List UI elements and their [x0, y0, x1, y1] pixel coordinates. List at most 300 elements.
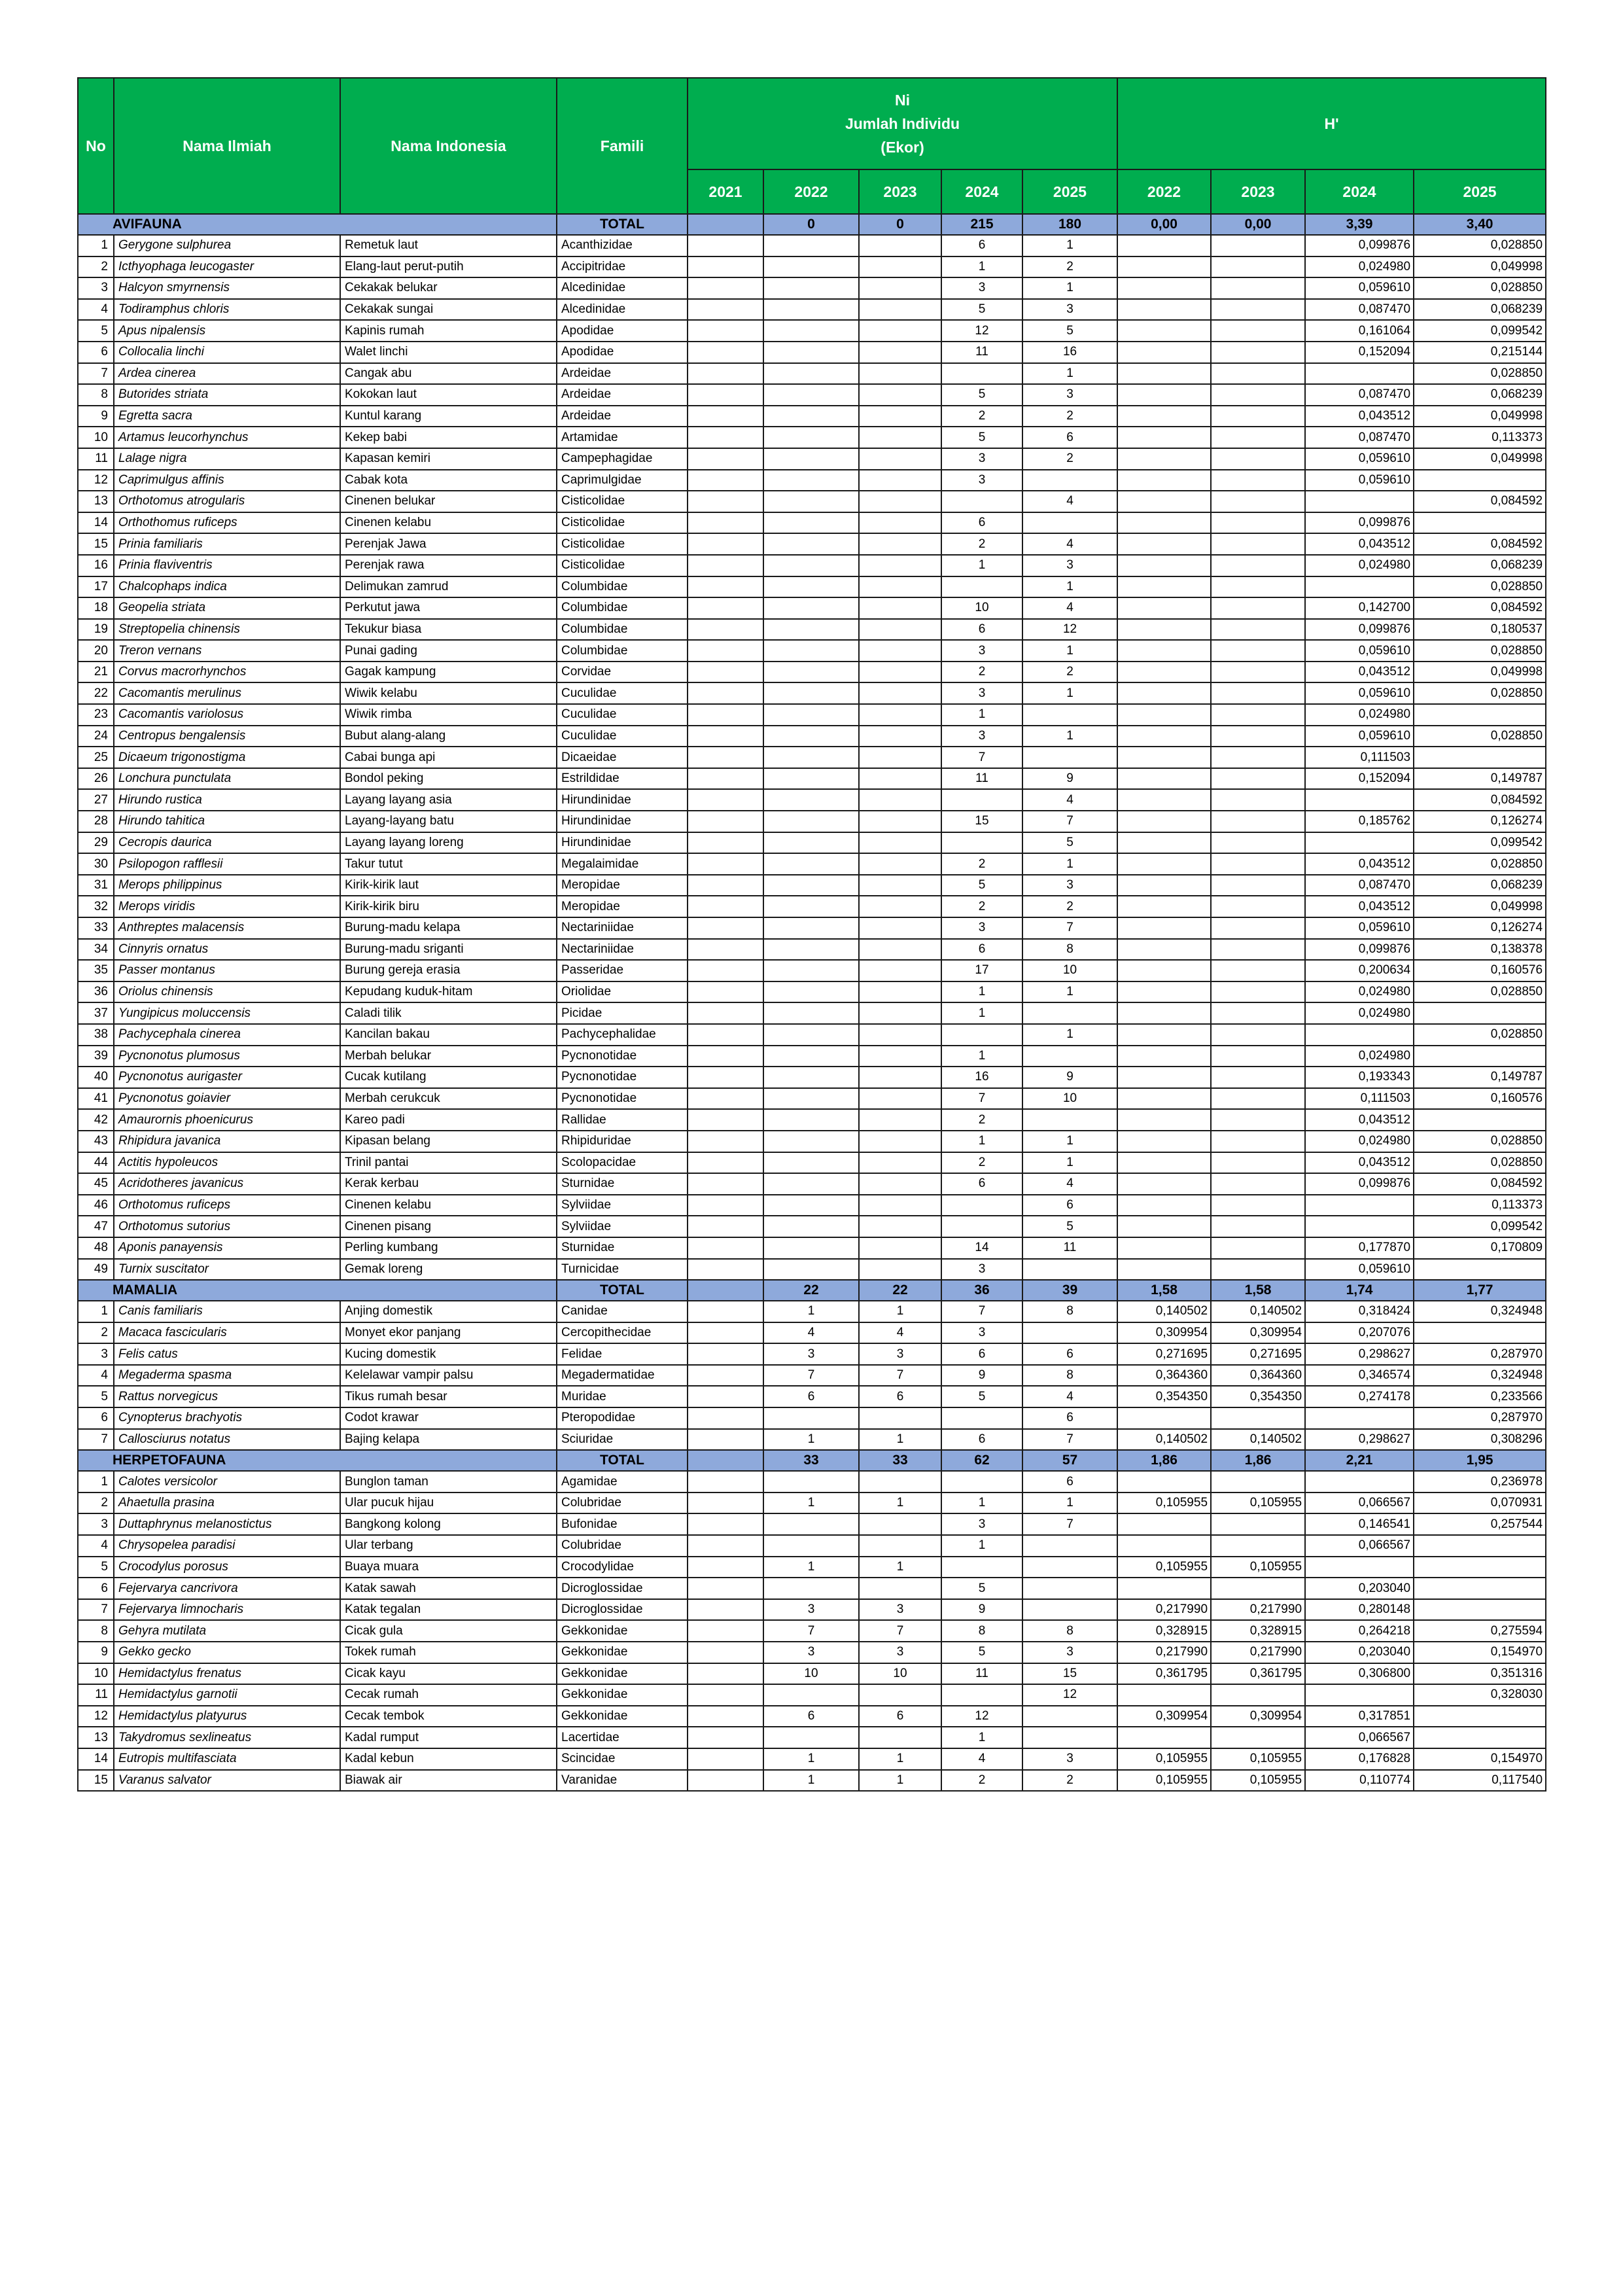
table-row — [78, 875, 1546, 896]
h-index: 0,346574 — [1305, 1365, 1414, 1386]
h-index — [1211, 896, 1305, 917]
indonesian-name: Wiwik rimba — [340, 704, 557, 726]
section-ni-total — [688, 214, 763, 235]
h-index — [1211, 1109, 1305, 1131]
ni-count — [1022, 1535, 1117, 1557]
table-row — [78, 1663, 1546, 1685]
ni-count — [688, 533, 763, 555]
row-number: 1 — [78, 235, 114, 256]
section-ni-total: 57 — [1022, 1450, 1117, 1471]
ni-count — [688, 1535, 763, 1557]
ni-count — [688, 1067, 763, 1088]
h-index — [1117, 1024, 1211, 1046]
h-index — [1414, 1557, 1546, 1578]
table-row — [78, 853, 1546, 875]
h-index — [1211, 960, 1305, 981]
scientific-name: Callosciurus notatus — [114, 1429, 340, 1451]
h-index: 0,364360 — [1117, 1365, 1211, 1386]
ni-count: 1 — [859, 1748, 941, 1770]
indonesian-name: Bunglon taman — [340, 1471, 557, 1492]
h-index: 0,059610 — [1305, 470, 1414, 491]
h-index: 0,364360 — [1211, 1365, 1305, 1386]
ni-count: 15 — [941, 811, 1022, 832]
family-name: Lacertidae — [557, 1727, 688, 1748]
family-name: Alcedinidae — [557, 299, 688, 321]
scientific-name: Hemidactylus frenatus — [114, 1663, 340, 1685]
h-index — [1211, 939, 1305, 961]
ni-count — [688, 1152, 763, 1174]
ni-count: 7 — [1022, 917, 1117, 939]
h-index — [1211, 1173, 1305, 1195]
ni-count — [688, 917, 763, 939]
ni-count — [859, 1535, 941, 1557]
h-index: 0,217990 — [1117, 1599, 1211, 1621]
table-row — [78, 1535, 1546, 1557]
ni-count — [859, 704, 941, 726]
ni-count — [859, 1237, 941, 1259]
row-number: 3 — [78, 1343, 114, 1365]
scientific-name: Lalage nigra — [114, 448, 340, 470]
h-index — [1211, 512, 1305, 534]
scientific-name: Hemidactylus garnotii — [114, 1684, 340, 1706]
indonesian-name: Bajing kelapa — [340, 1429, 557, 1451]
indonesian-name: Kokokan laut — [340, 384, 557, 406]
scientific-name: Rhipidura javanica — [114, 1131, 340, 1152]
scientific-name: Aponis panayensis — [114, 1237, 340, 1259]
h-index: 0,200634 — [1305, 960, 1414, 981]
h-index — [1211, 363, 1305, 385]
row-number: 49 — [78, 1259, 114, 1280]
h-index: 0,028850 — [1414, 981, 1546, 1003]
family-name: Sciuridae — [557, 1429, 688, 1451]
h-index — [1211, 1407, 1305, 1429]
ni-count — [859, 811, 941, 832]
h-index — [1117, 1684, 1211, 1706]
table-row — [78, 427, 1546, 448]
ni-count — [941, 1471, 1022, 1492]
ni-count — [688, 427, 763, 448]
h-index — [1117, 1002, 1211, 1024]
ni-count: 12 — [1022, 619, 1117, 641]
h-index: 0,318424 — [1305, 1301, 1414, 1322]
table-row — [78, 1109, 1546, 1131]
scientific-name: Gekko gecko — [114, 1642, 340, 1663]
indonesian-name: Cecak tembok — [340, 1706, 557, 1727]
ni-count — [859, 789, 941, 811]
ni-count — [1022, 512, 1117, 534]
family-name: Cisticolidae — [557, 555, 688, 576]
family-name: Scolopacidae — [557, 1152, 688, 1174]
ni-count: 3 — [1022, 1642, 1117, 1663]
ni-count: 1 — [1022, 235, 1117, 256]
h-index: 0,160576 — [1414, 960, 1546, 981]
ni-count — [859, 427, 941, 448]
h-index: 0,113373 — [1414, 427, 1546, 448]
ni-count — [763, 704, 859, 726]
family-name: Acanthizidae — [557, 235, 688, 256]
h-index: 0,105955 — [1211, 1557, 1305, 1578]
h-index: 0,024980 — [1305, 1046, 1414, 1067]
scientific-name: Pycnonotus plumosus — [114, 1046, 340, 1067]
ni-count — [688, 277, 763, 299]
row-number: 11 — [78, 1684, 114, 1706]
ni-count — [688, 1301, 763, 1322]
ni-count — [859, 1109, 941, 1131]
h-index — [1414, 1259, 1546, 1280]
ni-count — [941, 1557, 1022, 1578]
ni-count: 1 — [941, 1002, 1022, 1024]
ni-count: 1 — [941, 256, 1022, 278]
h-index — [1414, 470, 1546, 491]
h-index — [1117, 747, 1211, 768]
indonesian-name: Kadal kebun — [340, 1748, 557, 1770]
ni-count — [688, 747, 763, 768]
h-index: 0,161064 — [1305, 320, 1414, 342]
ni-count — [688, 1513, 763, 1535]
ni-count — [688, 1195, 763, 1216]
row-number: 19 — [78, 619, 114, 641]
scientific-name: Anthreptes malacensis — [114, 917, 340, 939]
indonesian-name: Layang-layang batu — [340, 811, 557, 832]
row-number: 8 — [78, 1620, 114, 1642]
row-number: 27 — [78, 789, 114, 811]
h-index: 0,126274 — [1414, 917, 1546, 939]
species-table — [77, 77, 1546, 1792]
h-index — [1414, 1727, 1546, 1748]
h-index — [1117, 555, 1211, 576]
row-number: 21 — [78, 662, 114, 683]
ni-count: 3 — [941, 682, 1022, 704]
ni-count: 12 — [1022, 1684, 1117, 1706]
ni-count — [859, 299, 941, 321]
row-number: 2 — [78, 256, 114, 278]
h-index: 0,354350 — [1211, 1386, 1305, 1407]
ni-count — [688, 1748, 763, 1770]
h-index — [1117, 448, 1211, 470]
h-index — [1117, 640, 1211, 662]
h-index — [1211, 832, 1305, 854]
table-row — [78, 1727, 1546, 1748]
h-index: 0,028850 — [1414, 1152, 1546, 1174]
scientific-name: Orthotomus atrogularis — [114, 491, 340, 512]
header-famili: Famili — [557, 78, 688, 214]
family-name: Cercopithecidae — [557, 1322, 688, 1344]
ni-count: 3 — [859, 1343, 941, 1365]
ni-count: 3 — [1022, 555, 1117, 576]
ni-count: 1 — [1022, 726, 1117, 747]
scientific-name: Ahaetulla prasina — [114, 1492, 340, 1514]
h-index: 0,059610 — [1305, 682, 1414, 704]
ni-count — [763, 981, 859, 1003]
table-row — [78, 235, 1546, 256]
h-index — [1414, 747, 1546, 768]
h-index: 0,049998 — [1414, 662, 1546, 683]
h-index: 0,217990 — [1117, 1642, 1211, 1663]
h-index: 0,309954 — [1117, 1322, 1211, 1344]
indonesian-name: Walet linchi — [340, 342, 557, 363]
family-name: Picidae — [557, 1002, 688, 1024]
row-number: 41 — [78, 1088, 114, 1110]
ni-count: 8 — [1022, 1301, 1117, 1322]
family-name: Apodidae — [557, 342, 688, 363]
family-name: Crocodylidae — [557, 1557, 688, 1578]
scientific-name: Varanus salvator — [114, 1770, 340, 1792]
section-h-total: 1,58 — [1211, 1280, 1305, 1301]
ni-count: 1 — [1022, 853, 1117, 875]
h-index: 0,024980 — [1305, 555, 1414, 576]
ni-count — [688, 662, 763, 683]
section-h-total: 1,86 — [1117, 1450, 1211, 1471]
table-row — [78, 789, 1546, 811]
ni-count: 1 — [1022, 640, 1117, 662]
indonesian-name: Kekep babi — [340, 427, 557, 448]
h-index: 0,084592 — [1414, 533, 1546, 555]
indonesian-name: Buaya muara — [340, 1557, 557, 1578]
table-row — [78, 1301, 1546, 1322]
ni-count — [763, 1195, 859, 1216]
ni-count — [688, 342, 763, 363]
h-index — [1211, 256, 1305, 278]
ni-count — [941, 1195, 1022, 1216]
ni-count — [763, 1684, 859, 1706]
h-index — [1117, 470, 1211, 491]
ni-count — [688, 640, 763, 662]
family-name: Oriolidae — [557, 981, 688, 1003]
scientific-name: Merops viridis — [114, 896, 340, 917]
ni-count: 1 — [941, 1492, 1022, 1514]
family-name: Gekkonidae — [557, 1706, 688, 1727]
h-index: 0,024980 — [1305, 1002, 1414, 1024]
ni-count: 17 — [941, 960, 1022, 981]
h-index — [1117, 619, 1211, 641]
h-index: 0,105955 — [1211, 1770, 1305, 1792]
family-name: Gekkonidae — [557, 1642, 688, 1663]
h-index: 0,328915 — [1117, 1620, 1211, 1642]
ni-count: 15 — [1022, 1663, 1117, 1685]
ni-count — [688, 1024, 763, 1046]
header-h-group: H' — [1117, 78, 1546, 169]
h-index — [1414, 1706, 1546, 1727]
ni-count — [688, 704, 763, 726]
indonesian-name: Ular terbang — [340, 1535, 557, 1557]
scientific-name: Megaderma spasma — [114, 1365, 340, 1386]
h-index — [1211, 1578, 1305, 1599]
family-name: Cuculidae — [557, 682, 688, 704]
ni-count: 1 — [941, 1727, 1022, 1748]
ni-count — [763, 619, 859, 641]
scientific-name: Geopelia striata — [114, 597, 340, 619]
ni-count: 1 — [941, 555, 1022, 576]
ni-count — [763, 1471, 859, 1492]
ni-count: 1 — [859, 1492, 941, 1514]
h-index — [1211, 747, 1305, 768]
row-number: 38 — [78, 1024, 114, 1046]
table-row — [78, 1620, 1546, 1642]
ni-count: 9 — [1022, 1067, 1117, 1088]
table-row — [78, 406, 1546, 427]
ni-count: 6 — [859, 1386, 941, 1407]
ni-count: 1 — [1022, 1152, 1117, 1174]
ni-count: 7 — [763, 1620, 859, 1642]
ni-count: 3 — [763, 1343, 859, 1365]
h-index — [1414, 1599, 1546, 1621]
table-row — [78, 1365, 1546, 1386]
row-number: 47 — [78, 1216, 114, 1237]
scientific-name: Fejervarya limnocharis — [114, 1599, 340, 1621]
family-name: Campephagidae — [557, 448, 688, 470]
h-index: 0,043512 — [1305, 1152, 1414, 1174]
ni-count — [859, 939, 941, 961]
scientific-name: Caprimulgus affinis — [114, 470, 340, 491]
scientific-name: Butorides striata — [114, 384, 340, 406]
ni-count: 4 — [1022, 1173, 1117, 1195]
row-number: 4 — [78, 299, 114, 321]
row-number: 14 — [78, 512, 114, 534]
h-index: 0,028850 — [1414, 1131, 1546, 1152]
h-index — [1211, 1216, 1305, 1237]
h-index: 0,274178 — [1305, 1386, 1414, 1407]
family-name: Cisticolidae — [557, 512, 688, 534]
h-index: 0,309954 — [1211, 1706, 1305, 1727]
ni-count — [688, 299, 763, 321]
table-row — [78, 256, 1546, 278]
indonesian-name: Burung gereja erasia — [340, 960, 557, 981]
table-row — [78, 1770, 1546, 1792]
ni-count — [763, 917, 859, 939]
indonesian-name: Cicak kayu — [340, 1663, 557, 1685]
ni-count — [859, 1046, 941, 1067]
ni-count — [763, 555, 859, 576]
indonesian-name: Layang layang loreng — [340, 832, 557, 854]
ni-count — [859, 235, 941, 256]
ni-count — [1022, 1727, 1117, 1748]
row-number: 13 — [78, 491, 114, 512]
family-name: Sturnidae — [557, 1237, 688, 1259]
ni-count — [763, 853, 859, 875]
ni-count — [859, 1578, 941, 1599]
ni-count — [941, 363, 1022, 385]
ni-count: 8 — [1022, 1365, 1117, 1386]
family-name: Agamidae — [557, 1471, 688, 1492]
indonesian-name: Cucak kutilang — [340, 1067, 557, 1088]
scientific-name: Pycnonotus goiavier — [114, 1088, 340, 1110]
ni-count: 1 — [763, 1429, 859, 1451]
h-index — [1211, 704, 1305, 726]
section-h-total: 2,21 — [1305, 1450, 1414, 1471]
ni-count — [688, 235, 763, 256]
section-h-total: 1,74 — [1305, 1280, 1414, 1301]
ni-count — [688, 1046, 763, 1067]
ni-count — [763, 363, 859, 385]
h-index: 0,217990 — [1211, 1642, 1305, 1663]
h-index: 0,028850 — [1414, 576, 1546, 598]
indonesian-name: Ular pucuk hijau — [340, 1492, 557, 1514]
ni-count — [859, 1002, 941, 1024]
h-index — [1305, 576, 1414, 598]
scientific-name: Fejervarya cancrivora — [114, 1578, 340, 1599]
header-h-year: 2024 — [1305, 169, 1414, 214]
ni-count: 7 — [1022, 811, 1117, 832]
row-number: 44 — [78, 1152, 114, 1174]
h-index — [1117, 917, 1211, 939]
row-number: 16 — [78, 555, 114, 576]
scientific-name: Chalcophaps indica — [114, 576, 340, 598]
h-index — [1117, 1407, 1211, 1429]
ni-count: 11 — [941, 342, 1022, 363]
h-index — [1211, 277, 1305, 299]
h-index — [1117, 1152, 1211, 1174]
h-index: 0,059610 — [1305, 917, 1414, 939]
h-index: 0,084592 — [1414, 491, 1546, 512]
h-index — [1211, 384, 1305, 406]
header-ni-line2: Jumlah Individu — [845, 115, 960, 132]
ni-count — [859, 1471, 941, 1492]
row-number: 31 — [78, 875, 114, 896]
h-index — [1117, 726, 1211, 747]
section-ni-total: 36 — [941, 1280, 1022, 1301]
ni-count — [763, 512, 859, 534]
ni-count — [859, 1513, 941, 1535]
indonesian-name: Trinil pantai — [340, 1152, 557, 1174]
table-row — [78, 491, 1546, 512]
ni-count: 6 — [941, 235, 1022, 256]
ni-count — [859, 555, 941, 576]
h-index: 0,049998 — [1414, 896, 1546, 917]
table-row — [78, 1173, 1546, 1195]
ni-count — [859, 1684, 941, 1706]
table-row — [78, 320, 1546, 342]
h-index: 0,043512 — [1305, 1109, 1414, 1131]
ni-count — [859, 597, 941, 619]
scientific-name: Passer montanus — [114, 960, 340, 981]
h-index — [1117, 576, 1211, 598]
section-ni-total: 180 — [1022, 214, 1117, 235]
ni-count — [763, 427, 859, 448]
family-name: Gekkonidae — [557, 1684, 688, 1706]
table-row — [78, 1024, 1546, 1046]
table-row — [78, 1429, 1546, 1451]
scientific-name: Orthotomus ruficeps — [114, 1195, 340, 1216]
header-ni-line1: Ni — [895, 92, 910, 109]
ni-count — [688, 960, 763, 981]
family-name: Cuculidae — [557, 726, 688, 747]
scientific-name: Oriolus chinensis — [114, 981, 340, 1003]
ni-count: 2 — [941, 406, 1022, 427]
ni-count — [859, 1152, 941, 1174]
ni-count — [763, 406, 859, 427]
h-index — [1305, 1407, 1414, 1429]
row-number: 4 — [78, 1365, 114, 1386]
ni-count: 6 — [941, 619, 1022, 641]
scientific-name: Hemidactylus platyurus — [114, 1706, 340, 1727]
table-row — [78, 1684, 1546, 1706]
ni-count: 6 — [941, 1173, 1022, 1195]
h-index: 0,024980 — [1305, 981, 1414, 1003]
family-name: Colubridae — [557, 1535, 688, 1557]
ni-count: 1 — [763, 1557, 859, 1578]
h-index — [1305, 1195, 1414, 1216]
ni-count: 1 — [763, 1492, 859, 1514]
indonesian-name: Tekukur biasa — [340, 619, 557, 641]
ni-count: 4 — [1022, 789, 1117, 811]
scientific-name: Yungipicus moluccensis — [114, 1002, 340, 1024]
h-index — [1117, 427, 1211, 448]
indonesian-name: Anjing domestik — [340, 1301, 557, 1322]
ni-count: 1 — [763, 1770, 859, 1792]
ni-count — [859, 491, 941, 512]
h-index — [1211, 1471, 1305, 1492]
family-name: Accipitridae — [557, 256, 688, 278]
